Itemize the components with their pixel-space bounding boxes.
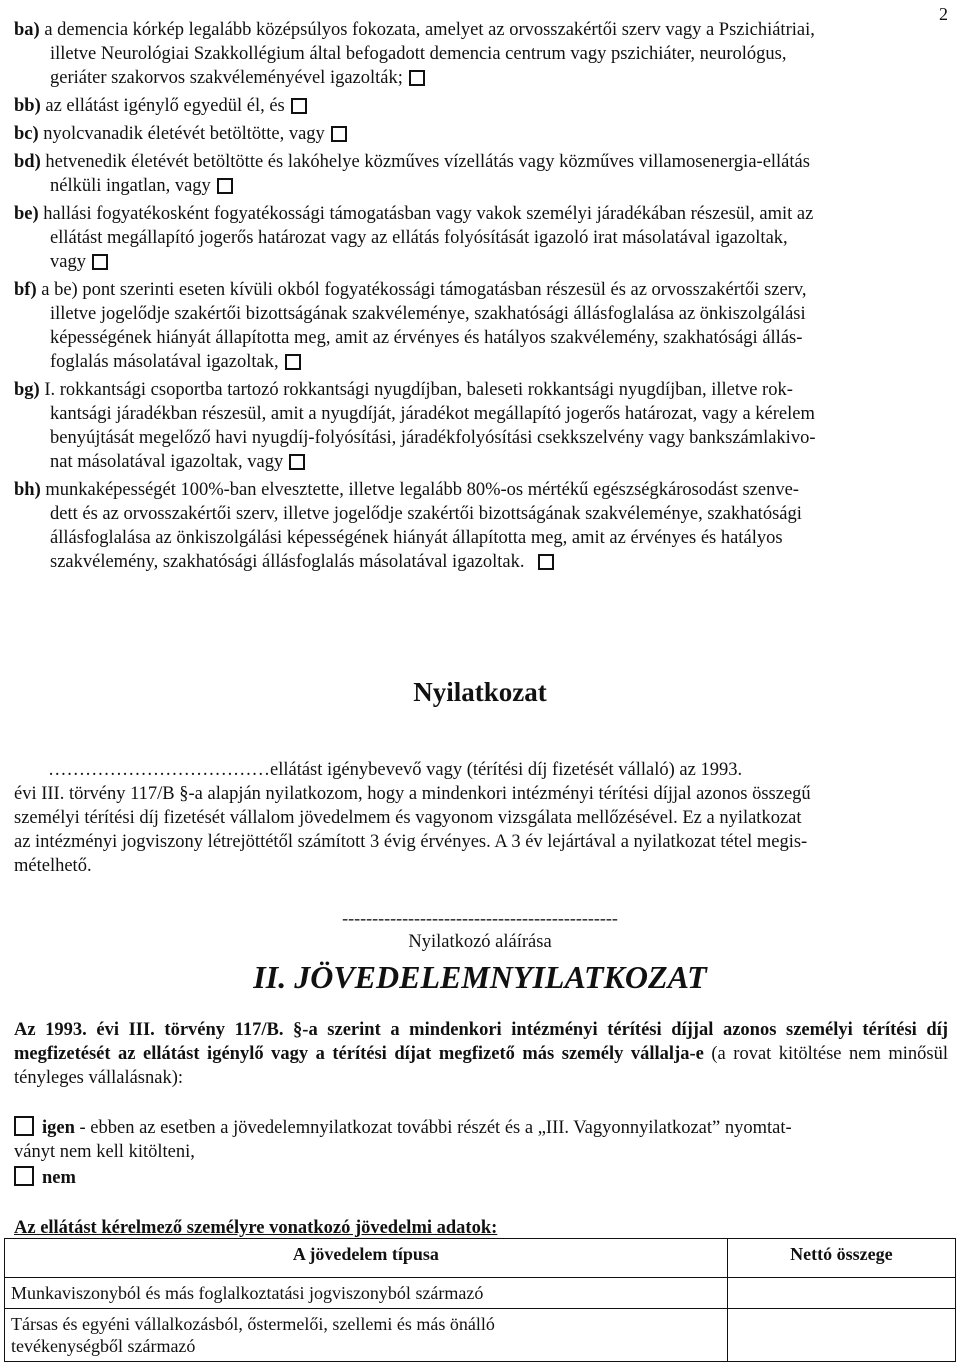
condition-text: a demencia kórkép legalább középsúlyos fokozata, amelyet az orvosszakértői szerv vagy a Pszichiátriai, [44, 20, 815, 40]
conditions-list [14, 18, 948, 578]
condition-text: hetvenedik életévét betöltötte és lakóhelye közműves vízellátás vagy közműves villamosenergia-ellátás [45, 152, 810, 172]
checkbox-igen[interactable] [14, 1116, 34, 1136]
condition-text: illetve jogelődje szakértői bizottságának szakvéleménye, szakhatósági állásfoglalása az önkiszolgálási [50, 304, 806, 324]
condition-bd [14, 150, 948, 198]
condition-text: I. rokkantsági csoportba tartozó rokkantsági nyugdíjban, baleseti rokkantsági nyugdíjban, illetve rok- [44, 380, 793, 400]
condition-label: bc) [14, 124, 39, 144]
condition-label: bb) [14, 96, 41, 116]
condition-text: a be) pont szerinti eseten kívüli okból fogyatékossági támogatásban részesül és az orvosszakértői szerv, [41, 280, 807, 300]
table-row [5, 1278, 956, 1309]
condition-bb [14, 94, 948, 118]
checkbox-be[interactable] [92, 254, 108, 270]
condition-bg [14, 378, 948, 474]
condition-label: ba) [14, 20, 40, 40]
option-no [14, 1166, 948, 1190]
law-statement-note: (a rovat kitöltése nem minősül tényleges vállalásnak): [14, 1044, 948, 1088]
name-fill-dots[interactable]: ……………………………… [48, 760, 270, 780]
income-table [4, 1238, 956, 1362]
column-header-income-type: A jövedelem típusa [5, 1239, 728, 1278]
condition-text: nyolcvanadik életévét betöltötte, vagy [43, 124, 325, 144]
condition-text: benyújtását megelőző havi nyugdíj-folyósítási, járadékfolyósítási csekkszelvény vagy bankszámlakivo- [50, 428, 816, 448]
net-amount-cell[interactable] [727, 1309, 955, 1362]
option-yes [14, 1116, 948, 1164]
option-yes-text: ványt nem kell kitölteni, [14, 1142, 195, 1162]
signature-label: Nyilatkozó aláírása [408, 932, 552, 952]
nyilatkozat-line: mételhető. [14, 856, 92, 876]
nyilatkozat-text [14, 758, 948, 878]
net-amount-cell[interactable] [727, 1278, 955, 1309]
condition-text: ellátást megállapító jogerős határozat vagy az ellátás folyósítását igazoló irat másolatával igazoltak, [50, 228, 788, 248]
condition-text: vagy [50, 252, 86, 272]
nyilatkozat-line: az intézményi jogviszony létrejöttétől számított 3 évig érvényes. A 3 év lejártával a nyilatkozat tétel megis- [14, 832, 808, 852]
law-statement [14, 1018, 948, 1090]
nyilatkozat-line: évi III. törvény 117/B §-a alapján nyilatkozom, hogy a mindenkori intézményi térítési díjjal azonos összegű [14, 784, 811, 804]
condition-text: nélküli ingatlan, vagy [50, 176, 211, 196]
condition-text: munkaképességét 100%-ban elvesztette, illetve legalább 80%-os mértékű egészségkárosodást szenve- [45, 480, 799, 500]
condition-text: hallási fogyatékosként fogyatékossági támogatásban vagy vakok személyi járadékában részesül, amit az [43, 204, 814, 224]
signature-line[interactable]: ---------------------------------------------- [342, 908, 618, 928]
condition-text: nat másolatával igazoltak, vagy [50, 452, 284, 472]
condition-text: az ellátást igénylő egyedül él, és [45, 96, 285, 116]
condition-text: kantsági járadékban részesül, amit a nyugdíját, járadékot megállapító jogerős határozat, vagy a kérelem [50, 404, 815, 424]
condition-text: foglalás másolatával igazoltak, [50, 352, 279, 372]
income-type-cell: Társas és egyéni vállalkozásból, őstermelői, szellemi és más önálló tevékenységből származó [5, 1309, 728, 1362]
checkbox-bh[interactable] [538, 554, 554, 570]
condition-text: szakvélemény, szakhatósági állásfoglalás másolatával igazoltak. [50, 552, 525, 572]
table-row [5, 1309, 956, 1362]
condition-bf [14, 278, 948, 374]
checkbox-nem[interactable] [14, 1166, 34, 1186]
page-number: 2 [939, 4, 948, 24]
checkbox-bd[interactable] [217, 178, 233, 194]
condition-text: geriáter szakorvos szakvéleményével igazolták; [50, 68, 403, 88]
checkbox-ba[interactable] [409, 70, 425, 86]
column-header-net-amount: Nettó összege [727, 1239, 955, 1278]
income-section-header: Az ellátást kérelmező személyre vonatkozó jövedelmi adatok: [14, 1218, 498, 1238]
nyilatkozat-title: Nyilatkozat [413, 677, 547, 707]
condition-text: dett és az orvosszakértői szerv, illetve jogelődje szakértői bizottságának szakvéleménye, szakhatósági [50, 504, 802, 524]
condition-label: bd) [14, 152, 41, 172]
checkbox-bg[interactable] [289, 454, 305, 470]
condition-text: illetve Neurológiai Szakkollégium által befogadott demencia centrum vagy pszichiáter, neurológus, [50, 44, 787, 64]
option-yes-label: igen [42, 1118, 75, 1138]
income-type-cell: Munkaviszonyból és más foglalkoztatási jogviszonyból származó [5, 1278, 728, 1309]
section-ii-title: II. JÖVEDELEMNYILATKOZAT [253, 959, 707, 995]
checkbox-bf[interactable] [285, 354, 301, 370]
nyilatkozat-line: ellátást igénybevevő vagy (térítési díj fizetését vállaló) az 1993. [270, 760, 743, 780]
condition-label: be) [14, 204, 39, 224]
condition-text: képességének hiányát állapította meg, amit az érvényes és hatályos szakvélemény, szakhatósági állás- [50, 328, 803, 348]
option-yes-text: - ebben az esetben a jövedelemnyilatkozat további részét és a „III. Vagyonnyilatkozat” nyomtat- [79, 1118, 792, 1138]
condition-be [14, 202, 948, 274]
checkbox-bb[interactable] [291, 98, 307, 114]
condition-label: bg) [14, 380, 40, 400]
condition-bh [14, 478, 948, 574]
condition-ba [14, 18, 948, 90]
checkbox-bc[interactable] [331, 126, 347, 142]
condition-bc [14, 122, 948, 146]
nyilatkozat-line: személyi térítési díj fizetését vállalom jövedelmem és vagyonom vizsgálata mellőzésével. Ez a nyilatkozat [14, 808, 802, 828]
option-no-label: nem [42, 1168, 76, 1188]
condition-label: bh) [14, 480, 41, 500]
law-statement-bold: Az 1993. évi III. törvény 117/B. §-a szerint a mindenkori intézményi térítési díjjal azonos személyi térítési díj megfizetését az ellátást igénylő vagy a térítési díjat megfizető más személy vállalja-e [14, 1020, 948, 1064]
table-header-row [5, 1239, 956, 1278]
condition-text: állásfoglalása az önkiszolgálási képességének hiányát állapította meg, amit az érvényes és hatályos [50, 528, 783, 548]
condition-label: bf) [14, 280, 37, 300]
